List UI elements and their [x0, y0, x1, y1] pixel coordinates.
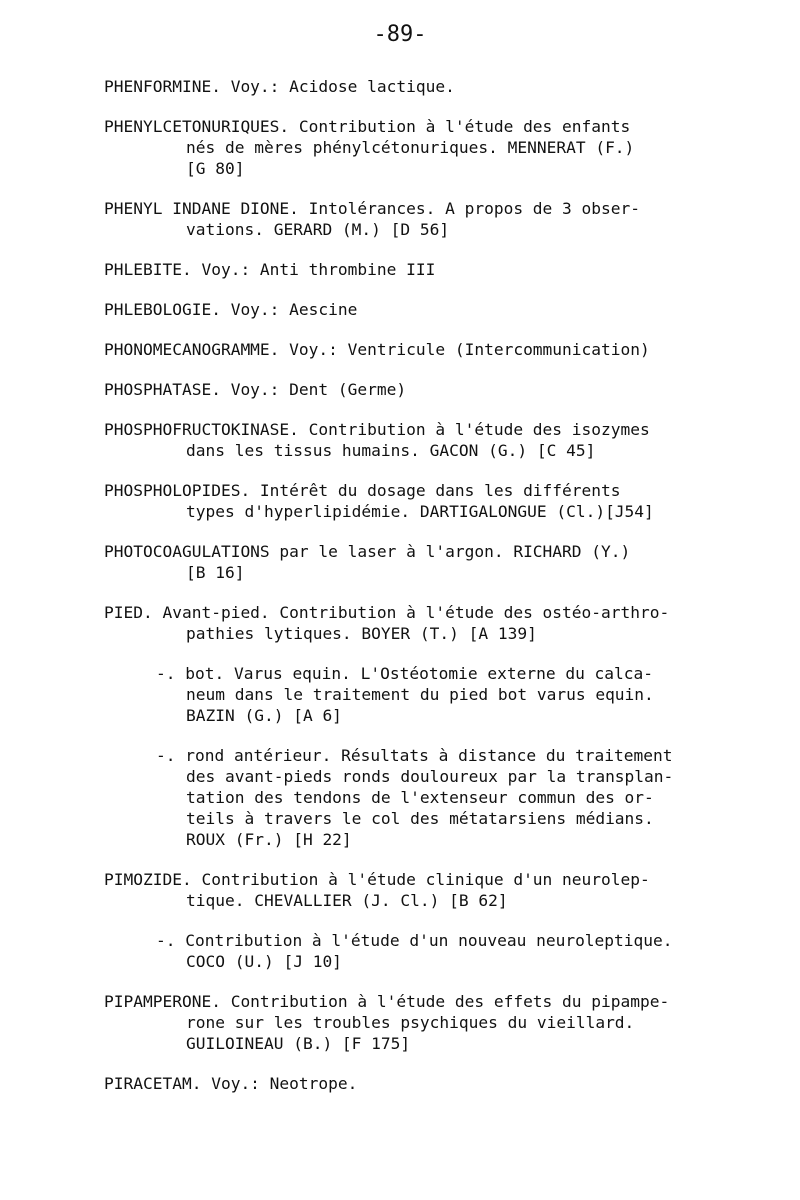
entry-line: PHOSPHOLOPIDES. Intérêt du dosage dans les différents — [104, 481, 621, 500]
entry-line: teils à travers le col des métatarsiens médians. — [186, 809, 654, 828]
index-entry — [104, 480, 704, 522]
index-entry — [104, 602, 704, 644]
entry-line: nés de mères phénylcétonuriques. MENNERAT (F.) — [186, 138, 635, 157]
entry-line: neum dans le traitement du pied bot varus equin. — [186, 685, 654, 704]
entry-line: COCO (U.) [J 10] — [186, 952, 342, 971]
entry-line: des avant-pieds ronds douloureux par la transplan- — [186, 767, 674, 786]
index-entry — [104, 379, 704, 400]
entry-line: GUILOINEAU (B.) [F 175] — [186, 1034, 411, 1053]
entry-line: PHENYLCETONURIQUES. Contribution à l'étude des enfants — [104, 117, 631, 136]
entry-line: PHOTOCOAGULATIONS par le laser à l'argon. RICHARD (Y.) — [104, 542, 631, 561]
index-entry — [104, 339, 704, 360]
index-entry — [104, 419, 704, 461]
index-entry — [104, 76, 704, 97]
index-subentry — [104, 930, 704, 972]
index-entry — [104, 198, 704, 240]
index-entry — [104, 116, 704, 179]
entry-line: -. rond antérieur. Résultats à distance du traitement — [156, 746, 673, 765]
entry-line: BAZIN (G.) [A 6] — [186, 706, 342, 725]
entry-line: -. Contribution à l'étude d'un nouveau neuroleptique. — [156, 931, 673, 950]
index-entry — [104, 541, 704, 583]
entry-line: ROUX (Fr.) [H 22] — [186, 830, 352, 849]
entry-line: vations. GERARD (M.) [D 56] — [186, 220, 450, 239]
index-subentry — [104, 663, 704, 726]
entry-line: PHENYL INDANE DIONE. Intolérances. A propos de 3 obser- — [104, 199, 641, 218]
entry-line: PHLEBOLOGIE. Voy.: Aescine — [104, 300, 358, 319]
index-entry — [104, 991, 704, 1054]
page-number: -89- — [373, 22, 427, 47]
entry-line: pathies lytiques. BOYER (T.) [A 139] — [186, 624, 537, 643]
entry-line: tation des tendons de l'extenseur commun des or- — [186, 788, 654, 807]
entry-line: PIED. Avant-pied. Contribution à l'étude des ostéo-arthro- — [104, 603, 670, 622]
entry-line: types d'hyperlipidémie. DARTIGALONGUE (Cl.)[J54] — [186, 502, 654, 521]
index-subentry — [104, 745, 704, 850]
entry-line: PHOSPHATASE. Voy.: Dent (Germe) — [104, 380, 407, 399]
entry-line: PIPAMPERONE. Contribution à l'étude des effets du pipampe- — [104, 992, 670, 1011]
entry-line: PHOSPHOFRUCTOKINASE. Contribution à l'étude des isozymes — [104, 420, 650, 439]
index-entry — [104, 1073, 704, 1094]
entry-line: PHENFORMINE. Voy.: Acidose lactique. — [104, 77, 455, 96]
entry-line: dans les tissus humains. GACON (G.) [C 45] — [186, 441, 596, 460]
entry-line: [B 16] — [186, 563, 245, 582]
entry-line: -. bot. Varus equin. L'Ostéotomie externe du calca- — [156, 664, 654, 683]
index-entries — [104, 76, 704, 1113]
entry-line: PHONOMECANOGRAMME. Voy.: Ventricule (Intercommunication) — [104, 340, 650, 359]
entry-line: PIRACETAM. Voy.: Neotrope. — [104, 1074, 358, 1093]
entry-line: rone sur les troubles psychiques du vieillard. — [186, 1013, 635, 1032]
index-entry — [104, 869, 704, 911]
entry-line: PIMOZIDE. Contribution à l'étude clinique d'un neurolep- — [104, 870, 650, 889]
entry-line: [G 80] — [186, 159, 245, 178]
entry-line: PHLEBITE. Voy.: Anti thrombine III — [104, 260, 436, 279]
index-entry — [104, 299, 704, 320]
entry-line: tique. CHEVALLIER (J. Cl.) [B 62] — [186, 891, 508, 910]
index-entry — [104, 259, 704, 280]
